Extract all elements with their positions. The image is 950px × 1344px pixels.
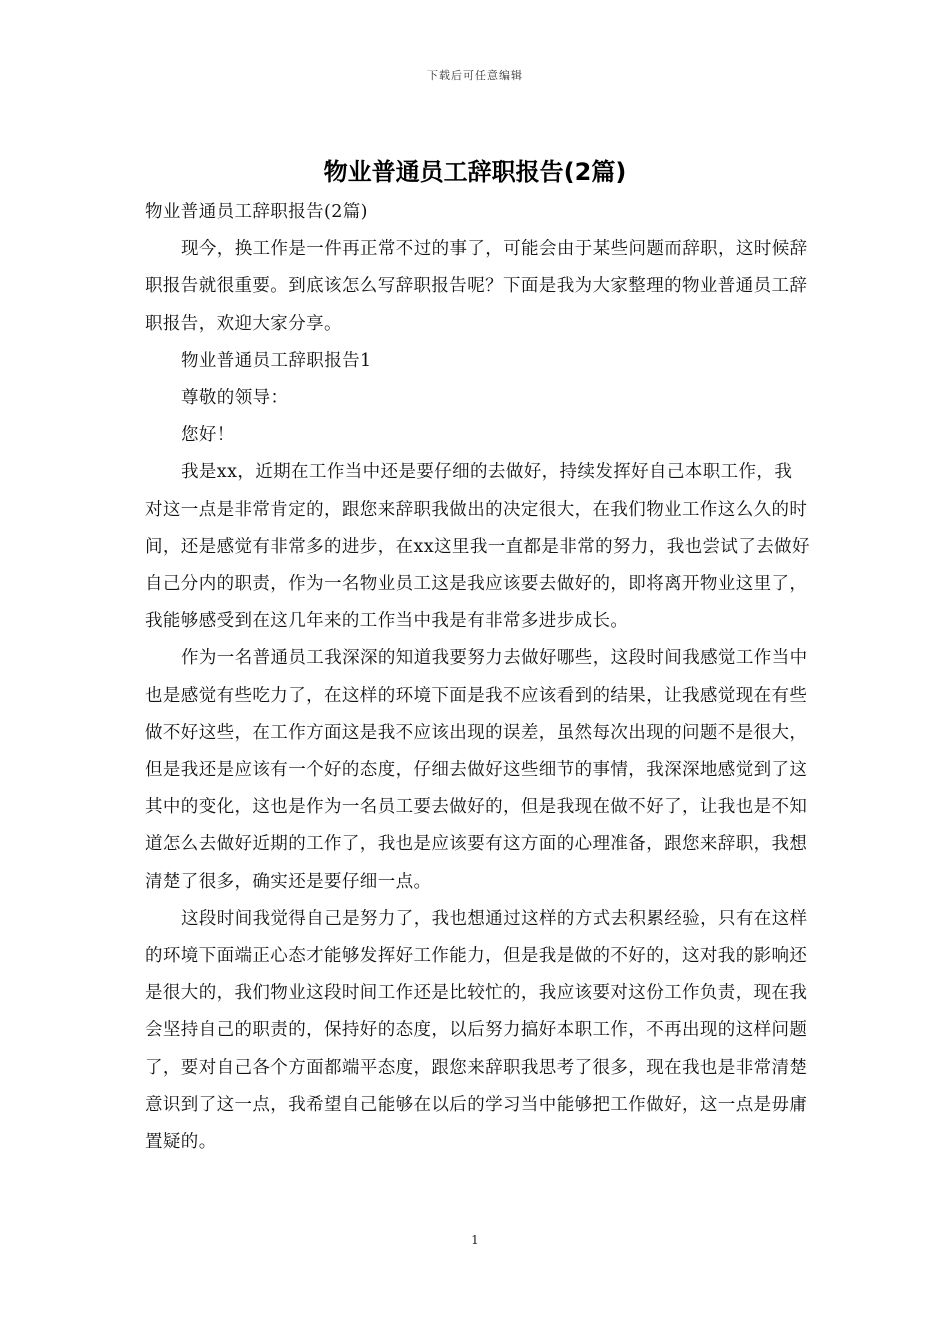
document-title: 物业普通员工辞职报告(2篇) <box>323 158 627 186</box>
salutation: 尊敬的领导： <box>181 388 289 409</box>
body-paragraph: 我是xx，近期在工作当中还是要仔细的去做好，持续发挥好自己本职工作，我对这一点是非常肯定的，跟您来辞职我做出的决定很大，在我们物业工作这么久的时间，还是感觉有非常多的进步，在xx这里我一直都是非常的努力，我也尝试了去做好自己分内的职责，作为一名物业员工这是我应该要去做好的，即将离开物业这里了，我能够感受到在这几年来的工作当中我是有非常多进步成长。 <box>145 462 810 632</box>
page-number: 1 <box>471 1233 479 1247</box>
section-heading: 物业普通员工辞职报告1 <box>181 350 372 371</box>
header-note: 下载后可任意编辑 <box>427 69 523 82</box>
subtitle-paragraph: 物业普通员工辞职报告(2篇) <box>145 202 368 222</box>
document-body <box>145 194 810 1161</box>
body-paragraph: 这段时间我觉得自己是努力了，我也想通过这样的方式去积累经验，只有在这样的环境下面端正心态才能够发挥好工作能力，但是我是做的不好的，这对我的影响还是很大的，我们物业这段时间工作还是比较忙的，我应该要对这份工作负责，现在我会坚持自己的职责的，保持好的态度，以后努力搞好本职工作，不再出现的这样问题了，要对自己各个方面都端平态度，跟您来辞职我思考了很多，现在我也是非常清楚意识到了这一点，我希望自己能够在以后的学习当中能够把工作做好，这一点是毋庸置疑的。 <box>145 908 808 1153</box>
intro-paragraph: 现今，换工作是一件再正常不过的事了，可能会由于某些问题而辞职，这时候辞职报告就很重要。到底该怎么写辞职报告呢？下面是我为大家整理的物业普通员工辞职报告，欢迎大家分享。 <box>145 239 808 334</box>
greeting: 您好！ <box>181 425 235 446</box>
body-paragraph: 作为一名普通员工我深深的知道我要努力去做好哪些，这段时间我感觉工作当中也是感觉有些吃力了，在这样的环境下面是我不应该看到的结果，让我感觉现在有些做不好这些，在工作方面这是我不应该出现的误差，虽然每次出现的问题不是很大，但是我还是应该有一个好的态度，仔细去做好这些细节的事情，我深深地感觉到了这其中的变化，这也是作为一名员工要去做好的，但是我现在做不好了，让我也是不知道怎么去做好近期的工作了，我也是应该要有这方面的心理准备，跟您来辞职，我想清楚了很多，确实还是要仔细一点。 <box>145 648 808 892</box>
